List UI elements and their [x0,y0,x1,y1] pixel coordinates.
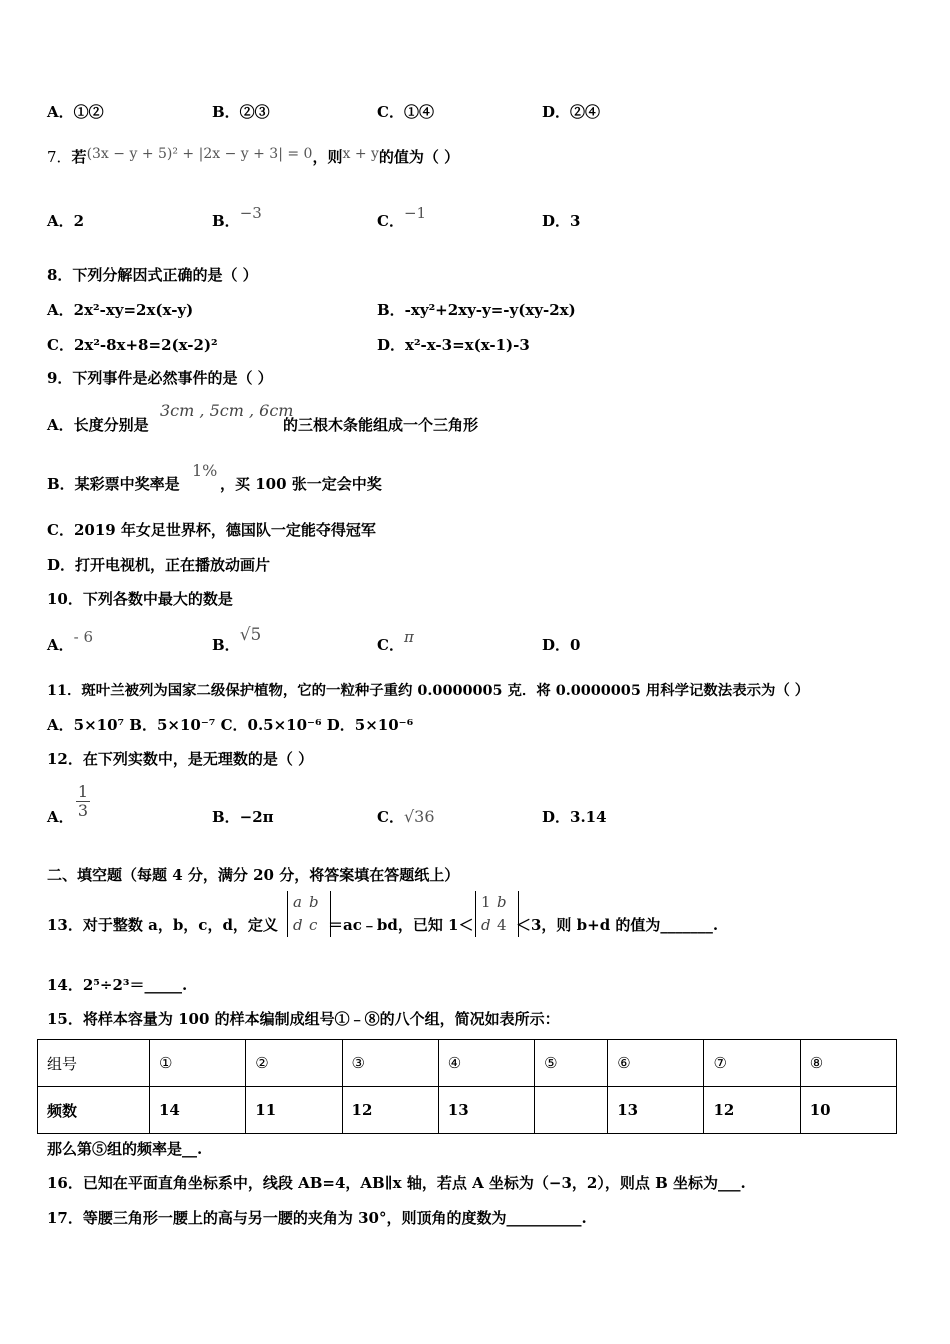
q7-option-b: B．−3 [212,204,262,230]
q7-pre: 若 [71,148,87,166]
q10-option-b: B．√5 [212,625,262,654]
q12-option-a-label: A． [47,808,74,826]
q7-option-c: C．−1 [377,204,427,230]
q10-stem: 10．下列各数中最大的数是 [47,590,233,608]
q7-post: 的值为（ ） [378,148,460,166]
q9-option-b-math: 1% [192,461,218,480]
q12-option-a-fraction [76,783,90,820]
q13-pre: 13．对于整数 a，b，c，d，定义 [47,916,278,934]
table-cell: ④ [438,1040,534,1087]
table-cell: 11 [246,1087,342,1134]
table-cell: ⑧ [800,1040,896,1087]
table-row [38,1087,897,1134]
q10-option-c: C．π [377,628,414,654]
table-cell: 14 [150,1087,246,1134]
determinant-abdc: a b d c [287,891,331,937]
q8-option-c: C．2x²-8x+8=2(x-2)² [47,336,218,354]
table-cell: 10 [800,1087,896,1134]
q6-option-a: A．①② [47,103,104,121]
q6-option-b: B．②③ [212,103,270,121]
q7-variable: x + y [342,146,379,162]
fraction-numerator: 1 [77,782,89,801]
q12-option-c: C．√36 [377,807,435,826]
q12-option-d: D．3.14 [542,808,607,826]
determinant-1bd4: 1 b d 4 [475,891,519,937]
q7-mid: ，则 [312,148,343,166]
table-cell: ③ [342,1040,438,1087]
q9-option-b-post: ，买 100 张一定会中奖 [220,475,382,493]
q7-expression: (3x − y + 5)² + |2x − y + 3| = 0 [86,146,313,162]
q8-option-d: D．x²-x-3=x(x-1)-3 [377,336,530,354]
q12-stem: 12．在下列实数中，是无理数的是（ ） [47,750,314,768]
question-7 [47,147,459,168]
q9-option-b-pre: B．某彩票中奖率是 [47,475,180,493]
table-cell: 组号 [38,1040,150,1087]
q9-option-a-math: 3cm , 5cm , 6cm [160,401,294,420]
section-2-title: 二、填空题（每题 4 分，满分 20 分，将答案填在答题纸上） [47,866,460,884]
table-cell: 12 [704,1087,800,1134]
q16: 16．已知在平面直角坐标系中，线段 AB=4，AB∥x 轴，若点 A 坐标为（−3，2），则点 B 坐标为___. [47,1174,746,1192]
q13-post: ＜3，则 b+d 的值为_______. [516,916,719,934]
q10-option-d: D．0 [542,636,581,654]
q13-mid: ＝ac﹣bd，已知 1＜ [328,916,474,934]
table-cell: ⑤ [535,1040,608,1087]
q7-option-a: A．2 [47,212,85,230]
q8-option-a: A．2x²-xy=2x(x-y) [47,301,194,319]
q15-stem: 15．将样本容量为 100 的样本编制成组号①﹣⑧的八个组，简况如表所示： [47,1010,560,1028]
table-cell: 13 [608,1087,704,1134]
q6-option-d: D．②④ [542,103,601,121]
fraction-denominator: 3 [77,801,89,820]
table-cell: ⑥ [608,1040,704,1087]
q10-option-a: A．- 6 [47,628,94,654]
q9-option-a-post: 的三根木条能组成一个三角形 [283,416,479,434]
table-cell [535,1087,608,1134]
q9-option-c: C．2019 年女足世界杯，德国队一定能夺得冠军 [47,521,376,539]
q7-option-d: D．3 [542,212,581,230]
q15-after: 那么第⑤组的频率是__. [47,1140,203,1158]
q9-option-d: D．打开电视机，正在播放动画片 [47,556,271,574]
q12-option-b: B．−2π [212,808,274,826]
table-cell: 频数 [38,1087,150,1134]
q7-number: 7． [47,148,72,166]
q8-option-b: B．-xy²+2xy-y=-y(xy-2x) [377,301,576,319]
q9-stem: 9．下列事件是必然事件的是（ ） [47,369,273,387]
table-header-row [38,1040,897,1087]
q11-options: A．5×10⁷ B．5×10⁻⁷ C．0.5×10⁻⁶ D．5×10⁻⁶ [47,716,414,734]
table-cell: 13 [438,1087,534,1134]
table-cell: ② [246,1040,342,1087]
q9-option-a-pre: A．长度分别是 [47,416,149,434]
table-cell: ⑦ [704,1040,800,1087]
table-cell: 12 [342,1087,438,1134]
q17: 17．等腰三角形一腰上的高与另一腰的夹角为 30°，则顶角的度数为__________. [47,1209,587,1227]
q14: 14．2⁵÷2³＝_____. [47,976,188,994]
q6-option-c: C．①④ [377,103,434,121]
q8-stem: 8．下列分解因式正确的是（ ） [47,266,258,284]
q11-stem: 11．斑叶兰被列为国家二级保护植物，它的一粒种子重约 0.0000005 克．将 0.0000005 用科学记数法表示为（ ） [47,682,810,699]
frequency-table [37,1039,897,1134]
table-cell: ① [150,1040,246,1087]
